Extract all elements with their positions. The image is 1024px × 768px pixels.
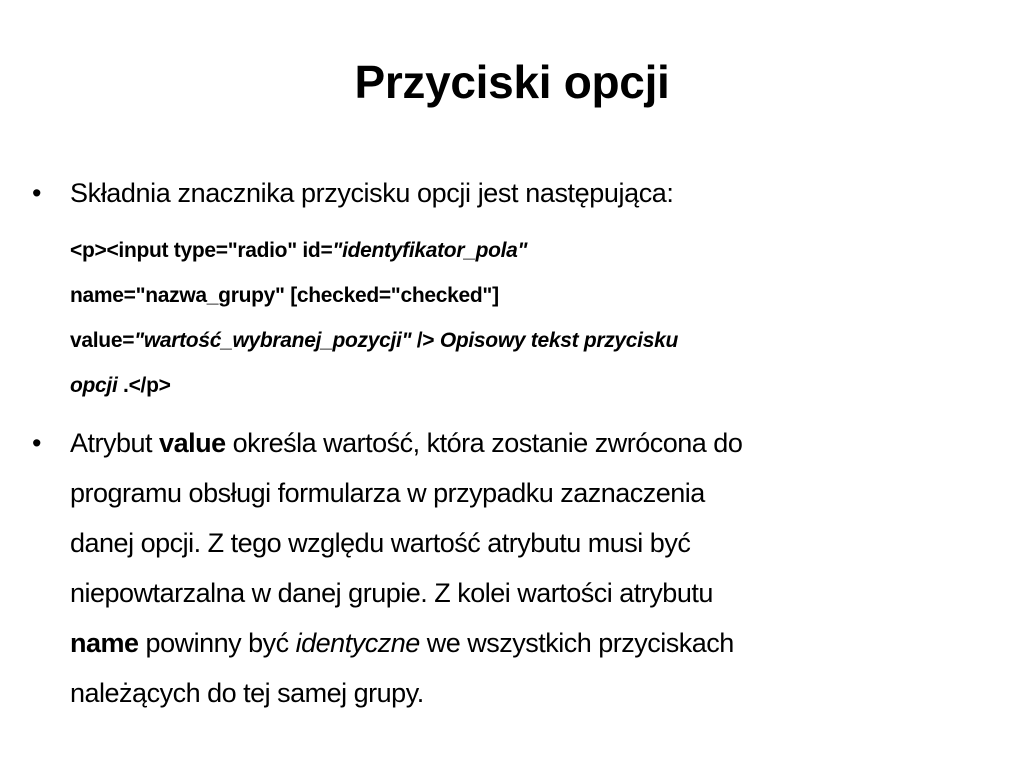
text-segment: powinny być <box>138 628 296 658</box>
code-segment-italic: "wartość_wybranej_pozycji" <box>134 329 412 352</box>
code-segment: value= <box>70 329 135 352</box>
code-line-4 <box>70 363 970 408</box>
bullet-item-syntax <box>32 168 992 218</box>
slide-title: Przyciski opcji <box>354 56 670 108</box>
text-segment: Atrybut <box>70 428 160 458</box>
text-line: należących do tej samej grupy. <box>70 678 424 708</box>
code-segment: <p><input type="radio" id= <box>70 239 333 262</box>
code-line-3 <box>70 318 970 363</box>
text-line <box>70 618 990 668</box>
code-segment: .</p> <box>117 374 171 397</box>
bullet-text <box>70 418 990 718</box>
code-segment-italic: "identyfikator_pola" <box>332 239 528 262</box>
text-line: programu obsługi formularza w przypadku zaznaczenia <box>70 478 705 508</box>
text-line <box>70 418 990 468</box>
text-bold: value <box>159 428 226 458</box>
code-segment: /> <box>411 329 440 352</box>
code-example <box>70 228 970 408</box>
code-segment-italic: opcji <box>70 374 118 397</box>
bullet-item-value-attribute <box>32 418 992 718</box>
text-line: danej opcji. Z tego względu wartość atrybutu musi być <box>70 528 691 558</box>
text-bold: name <box>70 628 139 658</box>
code-segment-italic: Opisowy tekst przycisku <box>439 329 679 352</box>
text-line: niepowtarzalna w danej grupie. Z kolei wartości atrybutu <box>70 578 713 608</box>
bullet-dot-icon: • <box>32 428 42 458</box>
code-line-1 <box>70 228 970 273</box>
text-italic: identyczne <box>295 628 420 658</box>
text-segment: we wszystkich przyciskach <box>419 628 734 658</box>
text-segment: określa wartość, która zostanie zwrócona do <box>225 428 743 458</box>
bullet-dot-icon: • <box>32 178 42 208</box>
code-line-2: name="nazwa_grupy" [checked="checked"] <box>70 284 499 307</box>
bullet-text: Składnia znacznika przycisku opcji jest następująca: <box>70 178 674 208</box>
